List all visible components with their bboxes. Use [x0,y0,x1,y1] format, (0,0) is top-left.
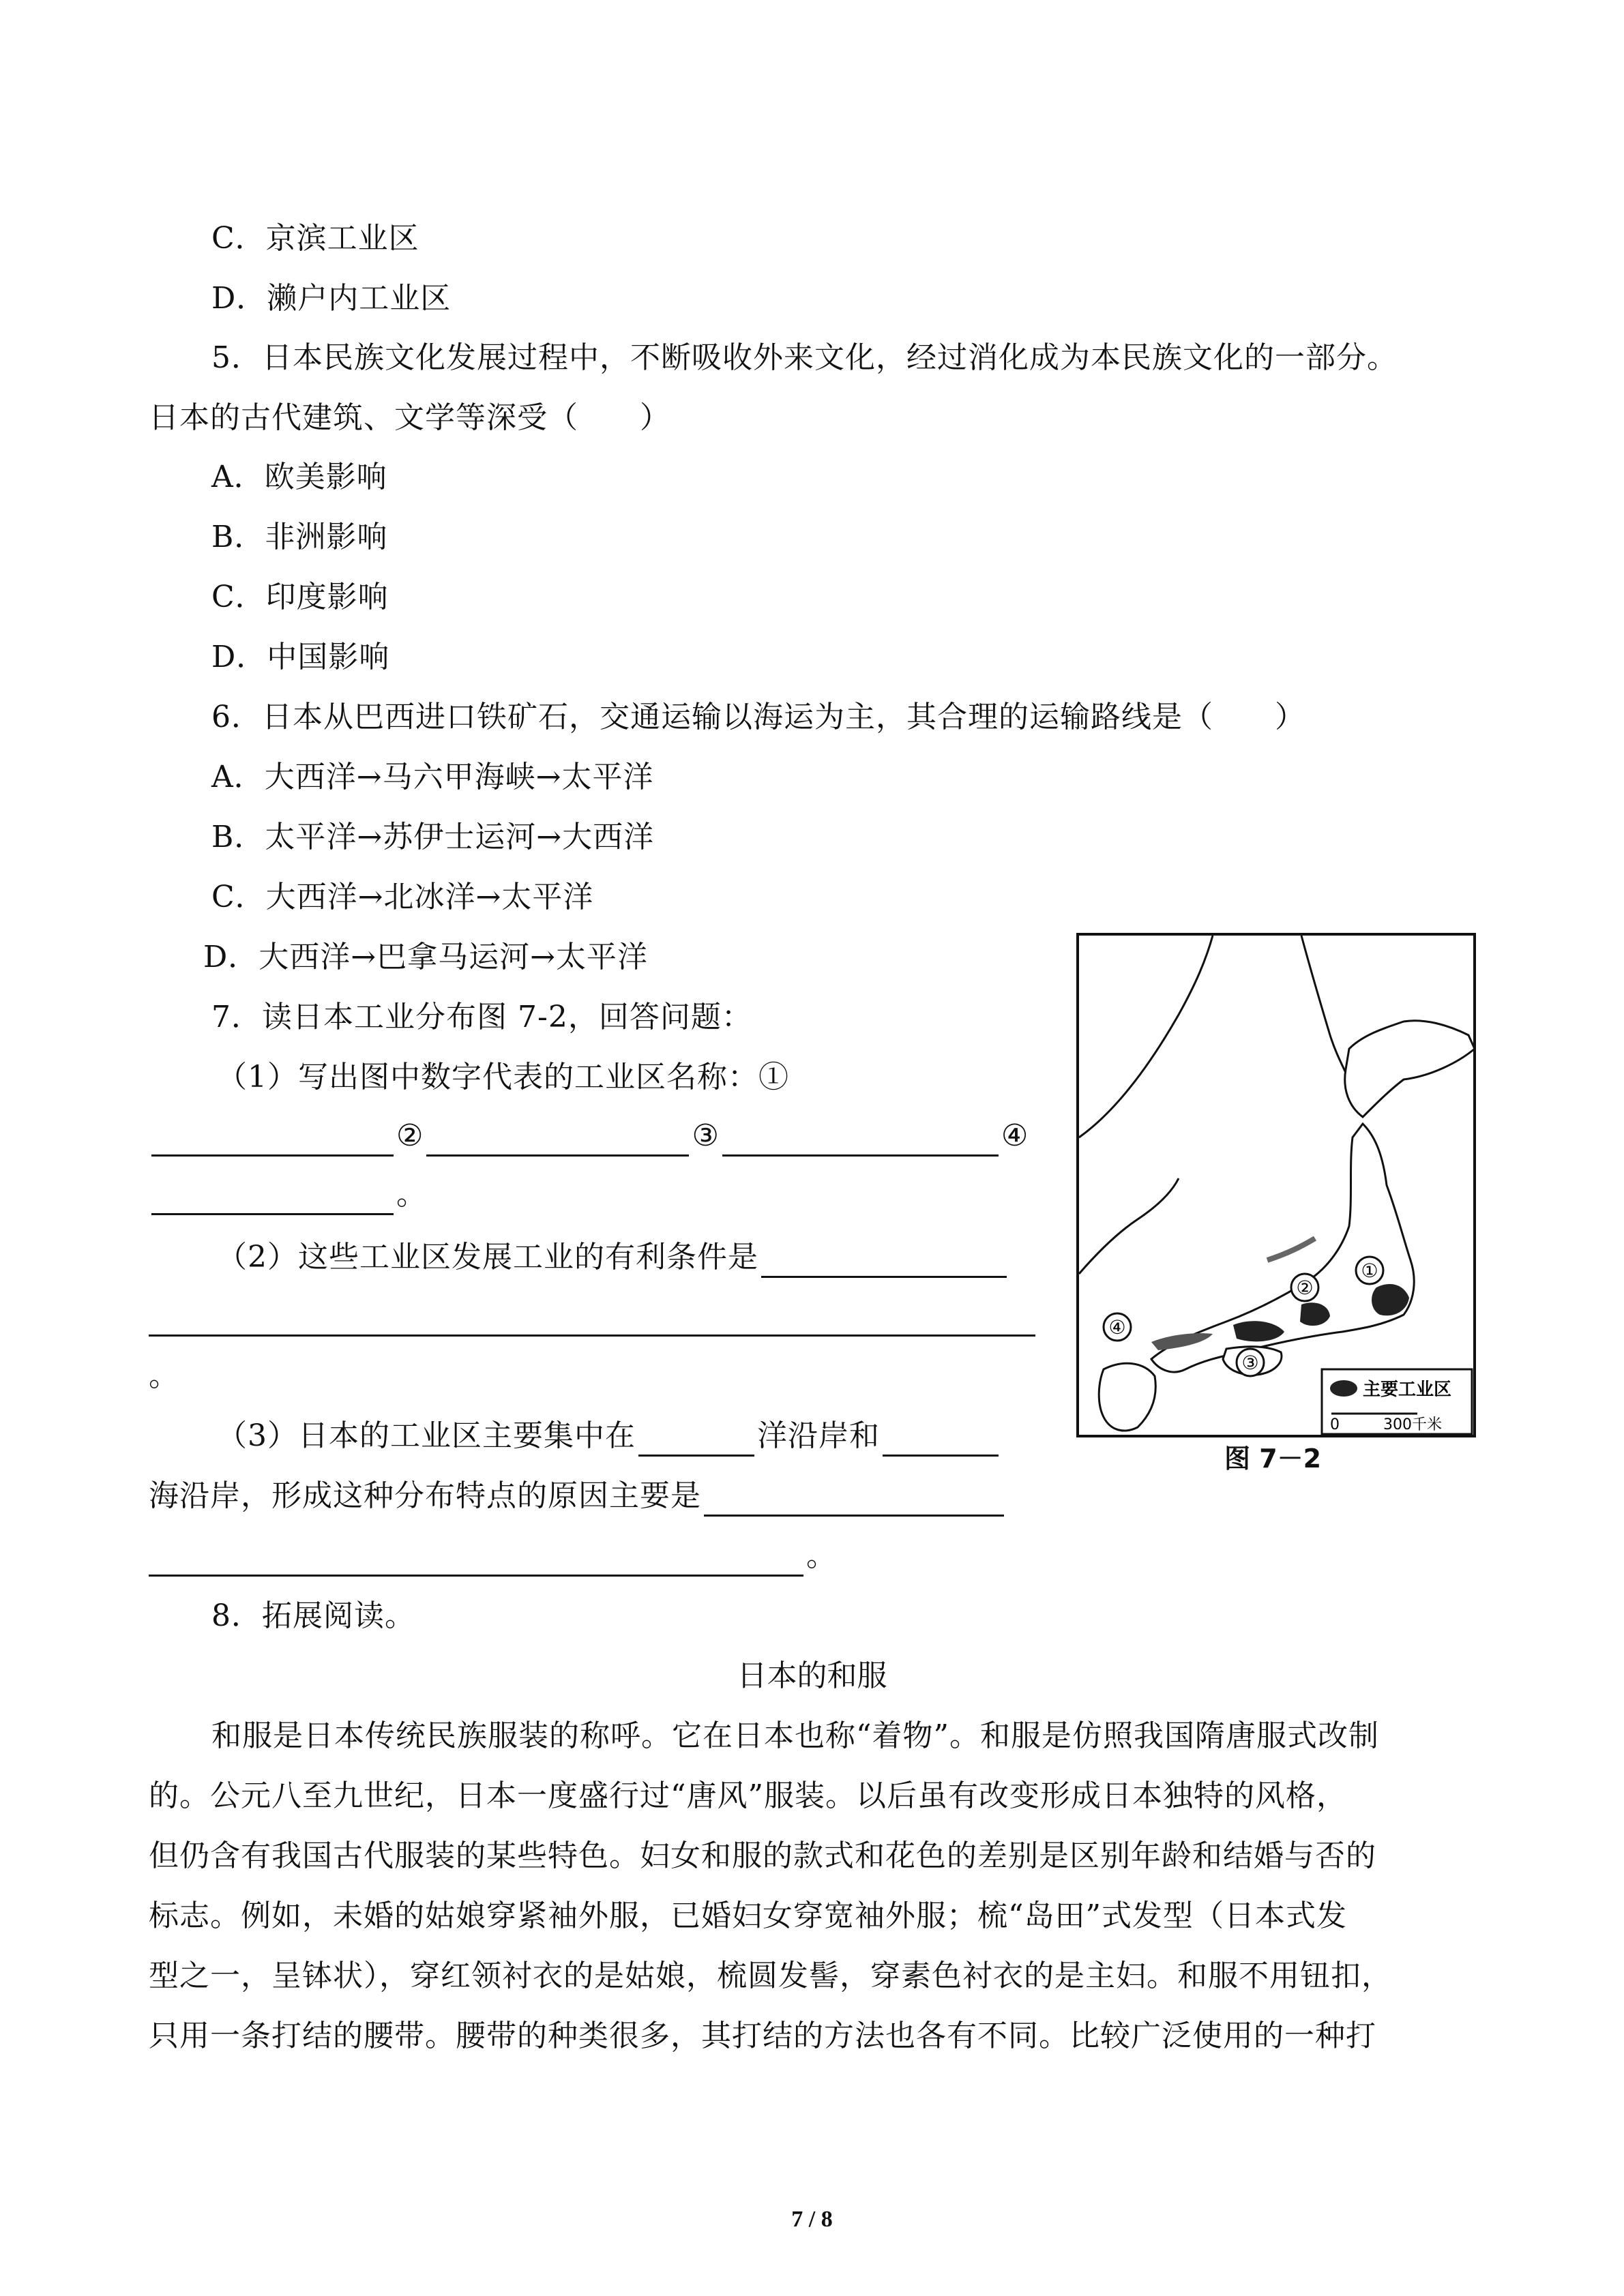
legend-label: 主要工业区 [1363,1380,1452,1400]
scale-zero: 0 [1330,1416,1340,1433]
q8-stem: 8．拓展阅读。 [211,1598,415,1633]
q7-part3-text-a: （3）日本的工业区主要集中在 [217,1418,636,1453]
map-label-3: ③ [1241,1352,1259,1374]
q7-stem: 7．读日本工业分布图 7-2，回答问题： [211,1000,752,1034]
answer-blank-7[interactable] [638,1422,754,1457]
q7-part1-prompt: （1）写出图中数字代表的工业区名称：① [217,1060,789,1094]
period: 。 [806,1538,837,1573]
article-line-2: 的。公元八至九世纪，日本一度盛行过“唐风”服装。以后虽有改变形成日本独特的风格， [149,1778,1347,1813]
article-line-3: 但仍含有我国古代服装的某些特色。妇女和服的款式和花色的差别是区别年龄和结婚与否的 [149,1838,1376,1873]
marker-4: ④ [1001,1118,1029,1153]
answer-blank-3[interactable] [722,1122,999,1157]
answer-blank-10[interactable] [149,1542,803,1577]
q7-part1-last-blank [149,1174,427,1215]
q5-stem-line1: 5．日本民族文化发展过程中，不断吸收外来文化，经过消化成为本民族文化的一部分。 [211,340,1398,375]
q7-part2-continuation [149,1296,1038,1337]
map-label-4: ④ [1108,1316,1126,1339]
article-title: 日本的和服 [737,1658,887,1693]
answer-blank-5[interactable] [761,1243,1007,1278]
answer-blank-1[interactable] [151,1122,394,1157]
q5-stem-line2: 日本的古代建筑、文学等深受（ ） [149,400,670,435]
answer-blank-9[interactable] [704,1482,1004,1517]
q6-stem: 6．日本从巴西进口铁矿石，交通运输以海运为主，其合理的运输路线是（ ） [211,700,1305,734]
map-label-2: ② [1296,1277,1314,1299]
article-line-5: 型之一，呈钵状），穿红领衬衣的是姑娘，梳圆发髻，穿素色衬衣的是主妇。和服不用钮扣， [149,1958,1392,1993]
marker-2: ② [396,1118,424,1153]
map-label-1: ① [1361,1259,1378,1282]
q7-part3-line2 [149,1476,1007,1517]
q7-part1-blanks [149,1116,1029,1157]
q6-option-a: A．大西洋→马六甲海峡→太平洋 [211,760,654,794]
q6-option-b: B．太平洋→苏伊士运河→大西洋 [211,820,655,854]
q7-part3-line3 [149,1536,837,1577]
article-line-4: 标志。例如，未婚的姑娘穿紧袖外服，已婚妇女穿宽袖外服；梳“岛田”式发型（日本式发 [149,1898,1347,1933]
article-line-6: 只用一条打结的腰带。腰带的种类很多，其打结的方法也各有不同。比较广泛使用的一种打 [149,2018,1376,2053]
q4-option-c: C．京滨工业区 [211,221,419,256]
page-number: 7 / 8 [791,2207,833,2232]
q7-part2-period: 。 [149,1358,179,1393]
answer-blank-6[interactable] [149,1302,1035,1337]
answer-blank-4[interactable] [151,1180,394,1215]
q4-option-d: D．濑户内工业区 [211,281,452,316]
marker-3: ③ [692,1118,720,1153]
q7-part3-text-c: 海沿岸，形成这种分布特点的原因主要是 [149,1478,701,1513]
q6-option-c: C．大西洋→北冰洋→太平洋 [211,880,594,914]
period: 。 [396,1177,427,1212]
q7-part2-text: （2）这些工业区发展工业的有利条件是 [217,1240,758,1274]
q5-option-a: A．欧美影响 [211,460,387,494]
map-graphic [1076,933,1476,1437]
q5-option-c: C．印度影响 [211,580,389,614]
q7-part2-prompt [217,1237,1009,1278]
japan-industry-map [1076,933,1476,1437]
q5-option-d: D．中国影响 [211,640,390,674]
article-line-1: 和服是日本传统民族服装的称呼。它在日本也称“着物”。和服是仿照我国隋唐服式改制 [211,1718,1379,1753]
figure-caption: 图 7－2 [1224,1444,1322,1474]
answer-blank-2[interactable] [426,1122,689,1157]
q7-part3-prompt [217,1416,1001,1457]
scale-value: 300千米 [1383,1416,1442,1433]
q5-option-b: B．非洲影响 [211,520,388,554]
q7-part3-text-b: 洋沿岸和 [757,1418,880,1453]
q6-option-d: D．大西洋→巴拿马运河→太平洋 [203,940,649,974]
answer-blank-8[interactable] [883,1422,999,1457]
